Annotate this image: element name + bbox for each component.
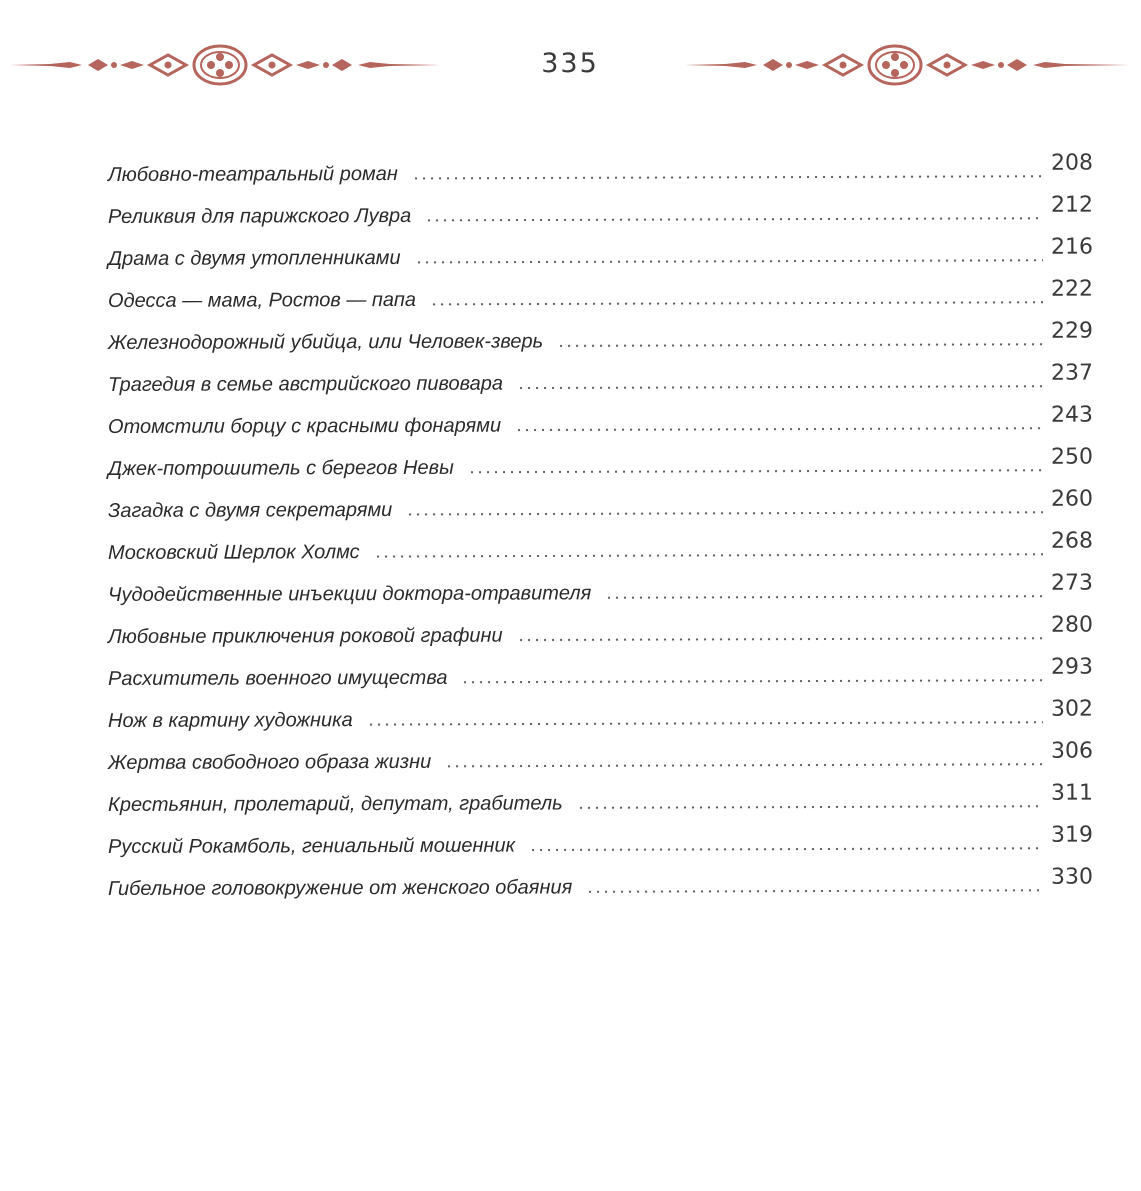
toc-entry-title: Одесса — мама, Ростов — папа bbox=[107, 288, 416, 312]
toc-entry-title: Любовные приключения роковой графини bbox=[107, 624, 503, 648]
dot-leader bbox=[367, 721, 1043, 726]
toc-entry[interactable] bbox=[108, 814, 1093, 859]
toc-entry-page-number: 243 bbox=[1050, 402, 1094, 428]
dot-leader bbox=[529, 847, 1043, 852]
dot-leader bbox=[515, 427, 1043, 432]
right-ornament-icon bbox=[685, 40, 1130, 90]
dot-leader bbox=[468, 469, 1043, 474]
toc-entry[interactable] bbox=[108, 394, 1093, 439]
toc-entry-page-number: 302 bbox=[1050, 696, 1094, 722]
dot-leader bbox=[577, 805, 1043, 810]
toc-entry[interactable] bbox=[108, 268, 1093, 313]
toc-entry-page-number: 229 bbox=[1050, 318, 1094, 344]
toc-entry-page-number: 208 bbox=[1050, 150, 1094, 176]
dot-leader bbox=[425, 217, 1043, 222]
toc-entry-page-number: 330 bbox=[1050, 864, 1094, 890]
toc-entry-page-number: 280 bbox=[1050, 612, 1094, 638]
toc-entry-title: Расхититель военного имущества bbox=[107, 666, 448, 690]
toc-entry-page-number: 216 bbox=[1050, 234, 1094, 260]
toc-entry-title: Крестьянин, пролетарий, депутат, грабитель bbox=[107, 792, 563, 816]
dot-leader bbox=[517, 385, 1043, 390]
toc-entry[interactable] bbox=[108, 184, 1093, 229]
toc-entry-title: Драма с двумя утопленниками bbox=[107, 246, 401, 270]
toc-entry-title: Любовно-театральный роман bbox=[107, 162, 398, 186]
dot-leader bbox=[445, 763, 1043, 768]
toc-entry-page-number: 260 bbox=[1050, 486, 1094, 512]
toc-entry-page-number: 250 bbox=[1050, 444, 1094, 470]
toc-entry[interactable] bbox=[108, 772, 1093, 817]
toc-entry-page-number: 273 bbox=[1050, 570, 1094, 596]
toc-entry-page-number: 212 bbox=[1050, 192, 1094, 218]
toc-entry[interactable] bbox=[108, 226, 1093, 271]
toc-entry-page-number: 237 bbox=[1050, 360, 1094, 386]
dot-leader bbox=[412, 175, 1043, 180]
toc-entry[interactable] bbox=[108, 436, 1093, 481]
toc-entry-title: Московский Шерлок Холмс bbox=[107, 541, 360, 564]
left-ornament-icon bbox=[10, 40, 440, 90]
dot-leader bbox=[415, 259, 1043, 264]
toc-entry-title: Трагедия в семье австрийского пивовара bbox=[107, 372, 504, 396]
toc-entry-title: Жертва свободного образа жизни bbox=[107, 750, 432, 774]
page-header bbox=[0, 30, 1141, 100]
toc-entry[interactable] bbox=[108, 310, 1093, 355]
page-number: 335 bbox=[541, 48, 599, 79]
toc-entry-title: Гибельное головокружение от женского обаяния bbox=[107, 876, 573, 900]
dot-leader bbox=[517, 637, 1043, 642]
toc-entry-title: Нож в картину художника bbox=[107, 709, 353, 732]
toc-entry[interactable] bbox=[108, 142, 1093, 187]
toc-entry-title: Железнодорожный убийца, или Человек-зверь bbox=[107, 330, 544, 354]
dot-leader bbox=[605, 595, 1043, 600]
toc-entry[interactable] bbox=[108, 856, 1093, 901]
toc-entry[interactable] bbox=[108, 730, 1093, 775]
toc-entry[interactable] bbox=[108, 478, 1093, 523]
toc-entry-page-number: 268 bbox=[1050, 528, 1094, 554]
toc-entry[interactable] bbox=[108, 562, 1093, 607]
toc-entry[interactable] bbox=[108, 520, 1093, 565]
toc-entry-page-number: 293 bbox=[1050, 654, 1094, 680]
dot-leader bbox=[430, 301, 1043, 306]
dot-leader bbox=[586, 889, 1043, 894]
toc-entry-page-number: 222 bbox=[1050, 276, 1094, 302]
toc-entry-page-number: 306 bbox=[1050, 738, 1094, 764]
table-of-contents bbox=[108, 145, 1093, 901]
toc-entry[interactable] bbox=[108, 646, 1093, 691]
toc-entry-title: Чудодейственные инъекции доктора-отравителя bbox=[107, 582, 592, 606]
dot-leader bbox=[406, 511, 1043, 516]
toc-entry-page-number: 311 bbox=[1050, 780, 1094, 806]
toc-entry-page-number: 319 bbox=[1050, 822, 1094, 848]
toc-entry-title: Отомстили борцу с красными фонарями bbox=[107, 414, 502, 438]
dot-leader bbox=[557, 343, 1043, 348]
toc-entry-title: Реликвия для парижского Лувра bbox=[107, 204, 412, 228]
dot-leader bbox=[374, 553, 1043, 558]
dot-leader bbox=[461, 679, 1043, 684]
toc-entry-title: Загадка с двумя секретарями bbox=[107, 499, 393, 522]
toc-entry[interactable] bbox=[108, 352, 1093, 397]
toc-entry[interactable] bbox=[108, 604, 1093, 649]
toc-entry-title: Джек-потрошитель с берегов Невы bbox=[107, 456, 454, 480]
toc-entry[interactable] bbox=[108, 688, 1093, 733]
toc-entry-title: Русский Рокамболь, гениальный мошенник bbox=[107, 834, 516, 858]
